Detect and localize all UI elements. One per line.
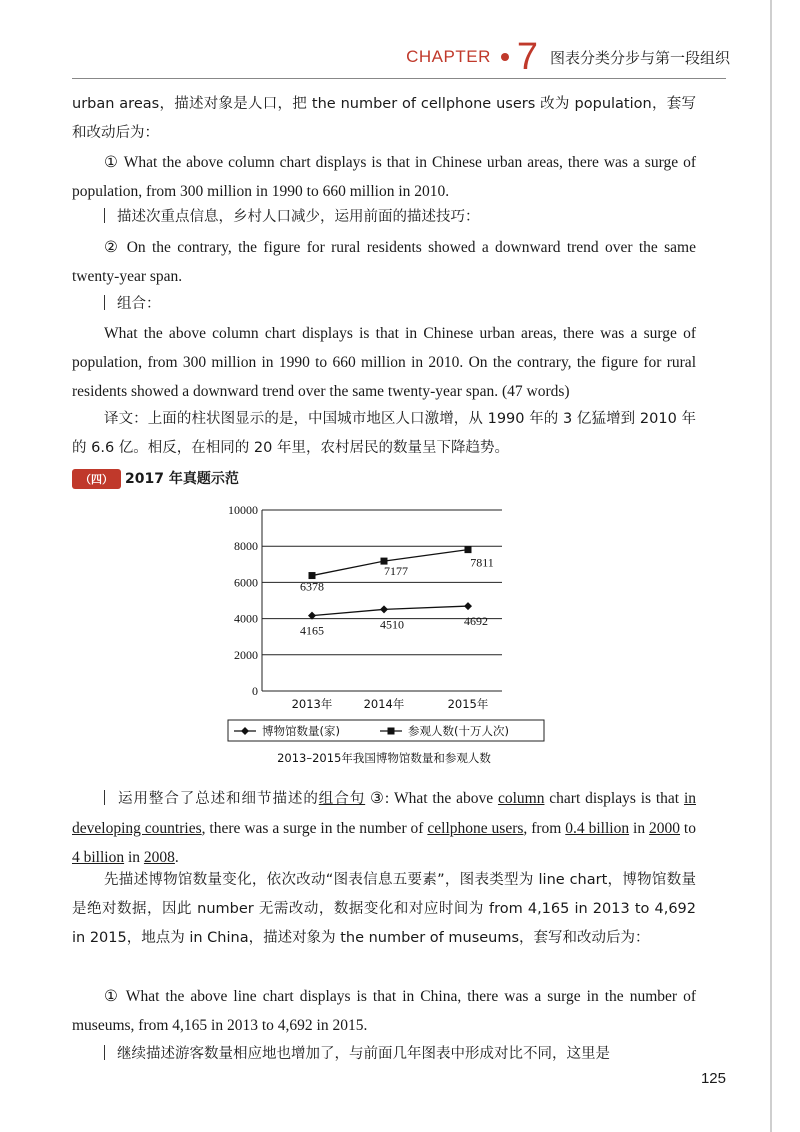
p8-text-7: in [124, 849, 144, 866]
legend-diamond-icon [241, 727, 249, 735]
p8-underline-3: in developing countries [72, 790, 697, 837]
header-divider [72, 78, 726, 79]
paragraph-5 [72, 290, 696, 319]
paragraph-9: 先描述博物馆数量变化，依次改动“图表信息五要素”，图表类型为 line chart，博物馆数量是绝对数据，因此 number 无需改动，数据变化和对应时间为 from 4,165 in 2013 to 4,692 in 2015，地点为 in China，描述对象为 the number of museums，套写和改动后为： [72, 872, 696, 946]
data-label-1-2: 7811 [470, 555, 494, 570]
data-point-square-0 [309, 572, 316, 579]
chapter-title: 图表分类分步与第一段组织 [549, 48, 730, 67]
paragraph-10: ① What the above line chart displays is that in China, there was a surge in the number of museums, from 4,165 in 2013 to 4,692 in 2015. [72, 988, 696, 1034]
legend-label-0: 博物馆数量(家) [262, 724, 340, 738]
paragraph-4: ② On the contrary, the figure for rural residents showed a downward trend over the same twenty-year span. [72, 239, 696, 285]
p8-underline-2: column [497, 790, 545, 807]
paragraph-3 [72, 203, 696, 232]
p8-text-8: . [174, 849, 179, 866]
y-tick-label-2000: 2000 [234, 647, 258, 662]
page-number: 125 [700, 1070, 726, 1087]
p8-underline-4: cellphone users [427, 820, 524, 837]
chapter-header [406, 38, 730, 76]
p8-underline-1: 组合句 [318, 791, 366, 807]
bullet-dot-icon [501, 53, 509, 61]
x-tick-label-0: 2013年 [291, 697, 333, 711]
paragraph-1: urban areas，描述对象是人口，把 the number of cellphone users 改为 population，套写和改动后为： [72, 96, 696, 141]
paragraph-2: ① What the above column chart displays is that in Chinese urban areas, there was a surge of population, from 300 million in 1990 to 660 million in 2010. [72, 154, 696, 200]
page-edge-line [770, 0, 772, 1132]
line-chart [220, 500, 560, 772]
data-point-square-2 [465, 546, 472, 553]
p8-underline-7: 4 billion [72, 849, 125, 866]
y-tick-label-6000: 6000 [234, 575, 258, 590]
p8-underline-5: 0.4 billion [565, 820, 630, 837]
paragraph-8 [72, 784, 696, 872]
p8-text-3: , there was a surge in the number of [201, 820, 428, 837]
data-label-0-2: 4692 [464, 614, 488, 629]
section-heading [72, 468, 239, 489]
p8-lead: 运用整合了总述和细节描述的 [117, 791, 319, 807]
y-tick-label-10000: 10000 [228, 503, 258, 517]
data-point-diamond-1 [380, 605, 388, 613]
series-line-0 [312, 606, 468, 616]
chart-caption: 2013–2015年我国博物馆数量和参观人数 [277, 751, 491, 765]
paragraph-11-text: 继续描述游客数量相应地也增加了，与前面几年图表中形成对比不同，这里是 [117, 1046, 610, 1062]
legend-square-icon [388, 728, 395, 735]
p8-text-2: chart displays is that [544, 790, 684, 807]
paragraph-3-text: 描述次重点信息，乡村人口减少，运用前面的描述技巧： [117, 209, 480, 225]
section-tag: （四） [72, 469, 121, 489]
margin-bar-icon [104, 295, 105, 310]
legend-label-1: 参观人数(十万人次) [408, 724, 509, 738]
p8-text-4: , from [523, 820, 566, 837]
margin-bar-icon [104, 1045, 105, 1060]
p8-text-5: in [629, 820, 649, 837]
data-label-1-1: 7177 [384, 564, 408, 579]
x-tick-label-2: 2015年 [447, 697, 489, 711]
margin-bar-icon [104, 208, 105, 223]
paragraph-5-text: 组合： [117, 296, 161, 312]
data-label-0-1: 4510 [380, 617, 404, 632]
p8-underline-6: 2000 [649, 820, 680, 837]
chapter-label: CHAPTER [406, 47, 491, 66]
p8-underline-8: 2008 [143, 849, 175, 866]
margin-bar-icon [104, 790, 105, 805]
data-label-1-0: 6378 [300, 579, 324, 594]
y-tick-label-0: 0 [252, 684, 258, 698]
paragraph-7-translation: 译文：上面的柱状图显示的是，中国城市地区人口激增，从 1990 年的 3 亿猛增到 2010 年的 6.6 亿。相反，在相同的 20 年里，农村居民的数量呈下降趋势。 [72, 411, 696, 456]
y-tick-label-4000: 4000 [234, 611, 258, 626]
section-title: 2017 年真题示范 [125, 471, 239, 487]
data-label-0-0: 4165 [300, 623, 324, 638]
data-point-diamond-2 [464, 602, 472, 610]
x-tick-label-1: 2014年 [363, 697, 405, 711]
p8-text-6: to [680, 820, 696, 837]
paragraph-11 [72, 1040, 696, 1069]
paragraph-6: What the above column chart displays is that in Chinese urban areas, there was a surge of population, from 300 million in 1990 to 660 million in 2010. On the contrary, the figure for rural residents showed a downward trend over the same twenty-year span. (47 words) [72, 325, 696, 400]
chapter-number: 7 [516, 36, 538, 78]
y-tick-label-8000: 8000 [234, 539, 258, 554]
p8-text-1: ③: What the above [365, 790, 498, 807]
